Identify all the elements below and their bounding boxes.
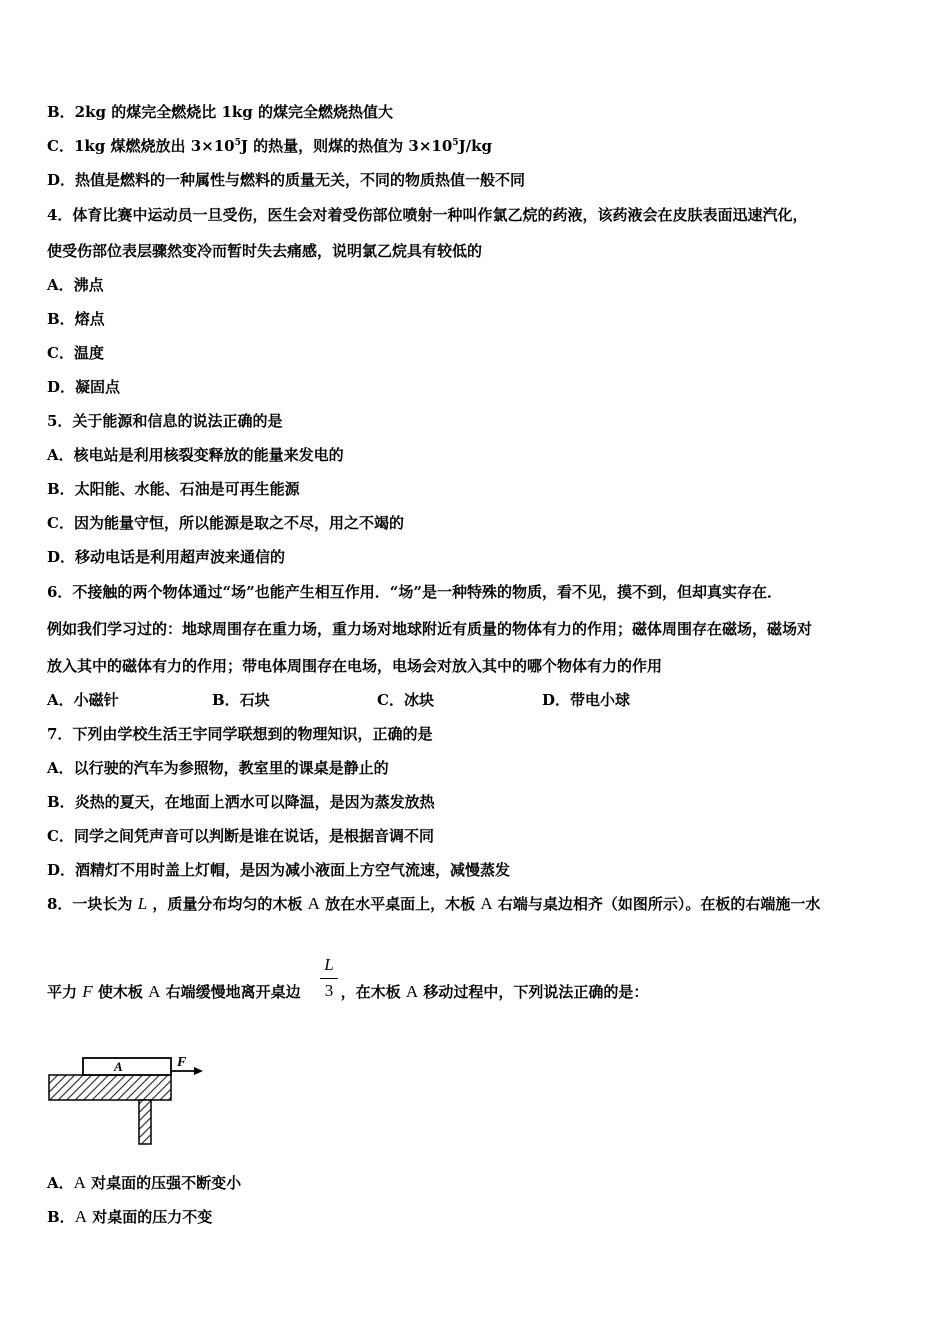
q8-text-7: 右端缓慢地离开桌边 <box>165 983 301 1001</box>
q4-stem-line-2: 使受伤部位表层骤然变冷而暂时失去痛感，说明氯乙烷具有较低的 <box>47 242 483 260</box>
q7-option-d: D．酒精灯不用时盖上灯帽，是因为减小液面上方空气流速，减慢蒸发 <box>47 861 511 879</box>
q8-var-F: F <box>82 982 93 1001</box>
q8-option-a-letter: A． <box>47 1174 74 1192</box>
q3-c-exp-1: 5 <box>234 138 241 148</box>
q8-text-5: 平力 <box>47 983 78 1001</box>
q4-option-a: A．沸点 <box>47 276 104 294</box>
q8-fraction-denominator: 3 <box>324 981 334 1000</box>
force-arrow-head <box>194 1067 203 1075</box>
q4-option-b: B．熔点 <box>47 310 105 328</box>
q8-option-a <box>47 1173 241 1193</box>
q5-option-b: B．太阳能、水能、石油是可再生能源 <box>47 480 300 498</box>
q8-var-L: L <box>137 894 148 913</box>
q8-text-1: 8．一块长为 <box>47 895 133 913</box>
q8-text-8: ，在木板 <box>340 983 401 1001</box>
q7-option-a: A．以行驶的汽车为参照物，教室里的课桌是静止的 <box>47 759 389 777</box>
q8-option-a-text: 对桌面的压强不断变小 <box>91 1174 242 1192</box>
q8-option-b-text: 对桌面的压力不变 <box>92 1208 213 1226</box>
q8-stem-line-2 <box>47 982 648 1002</box>
board-a <box>83 1058 171 1075</box>
q3-option-c <box>47 136 492 156</box>
q3-c-text-3: J/kg <box>458 137 493 155</box>
q8-var-A: A <box>307 894 320 913</box>
q8-text-4: 右端与桌边相齐（如图所示）。在板的右端施一水 <box>497 895 821 913</box>
q8-option-b <box>47 1207 212 1227</box>
table-leg <box>139 1100 151 1144</box>
q8-text-9: 移动过程中，下列说法正确的是： <box>423 983 649 1001</box>
board-on-table-figure <box>46 1052 211 1148</box>
table-top <box>49 1075 171 1100</box>
q8-var-A: A <box>480 894 493 913</box>
q6-option-c: C．冰块 <box>377 691 434 709</box>
force-f-label: F <box>177 1055 187 1070</box>
q6-options <box>47 690 630 710</box>
q5-option-a: A．核电站是利用核裂变释放的能量来发电的 <box>47 446 344 464</box>
q6-stem-line-3: 放入其中的磁体有力的作用；带电体周围存在电场，电场会对放入其中的哪个物体有力的作用 <box>47 657 663 675</box>
q8-stem-line-1 <box>47 894 820 914</box>
q6-option-d: D．带电小球 <box>542 691 631 709</box>
q5-option-d: D．移动电话是利用超声波来通信的 <box>47 548 286 566</box>
q5-option-c: C．因为能量守恒，所以能源是取之不尽，用之不竭的 <box>47 514 404 532</box>
q5-stem: 5．关于能源和信息的说法正确的是 <box>47 412 283 430</box>
q8-option-b-letter: B． <box>47 1208 75 1226</box>
q8-var-A: A <box>148 982 161 1001</box>
q7-stem: 7．下列由学校生活王宇同学联想到的物理知识，正确的是 <box>47 725 433 743</box>
q8-var-A: A <box>73 1173 86 1192</box>
board-a-label: A <box>114 1059 123 1074</box>
q3-c-text-2: J 的热量，则煤的热值为 3×10 <box>240 137 453 155</box>
q6-stem-line-2: 例如我们学习过的：地球周围存在重力场，重力场对地球附近有质量的物体有力的作用；磁体周围存在磁场，磁场对 <box>47 620 813 638</box>
q8-var-A: A <box>405 982 419 1001</box>
q3-option-b: B．2kg 的煤完全燃烧比 1kg 的煤完全燃烧热值大 <box>47 103 393 121</box>
q3-c-exp-2: 5 <box>452 138 459 148</box>
q4-option-d: D．凝固点 <box>47 378 121 396</box>
q8-fraction-numerator: L <box>324 955 334 974</box>
q8-fraction-bar <box>320 978 338 979</box>
q7-option-b: B．炎热的夏天，在地面上洒水可以降温，是因为蒸发放热 <box>47 793 435 811</box>
q6-option-a: A．小磁针 <box>47 691 119 709</box>
q8-text-3: 放在水平桌面上，木板 <box>325 895 476 913</box>
q3-c-text-1: C．1kg 煤燃烧放出 3×10 <box>47 137 235 155</box>
q8-var-A: A <box>74 1207 87 1226</box>
q8-text-6: 使木板 <box>97 983 143 1001</box>
q4-stem-line-1: 4．体育比赛中运动员一旦受伤，医生会对着受伤部位喷射一种叫作氯乙烷的药液，该药液会在皮肤表面迅速汽化， <box>47 206 808 224</box>
q6-option-b: B．石块 <box>212 691 270 709</box>
q3-option-d: D．热值是燃料的一种属性与燃料的质量无关，不同的物质热值一般不同 <box>47 171 526 189</box>
q8-text-2: ，质量分布均匀的木板 <box>152 895 303 913</box>
q7-option-c: C．同学之间凭声音可以判断是谁在说话，是根据音调不同 <box>47 827 434 845</box>
q4-option-c: C．温度 <box>47 344 104 362</box>
q6-stem-line-1: 6．不接触的两个物体通过“场”也能产生相互作用．“场”是一种特殊的物质，看不见，摸不到，但却真实存在． <box>47 583 782 601</box>
